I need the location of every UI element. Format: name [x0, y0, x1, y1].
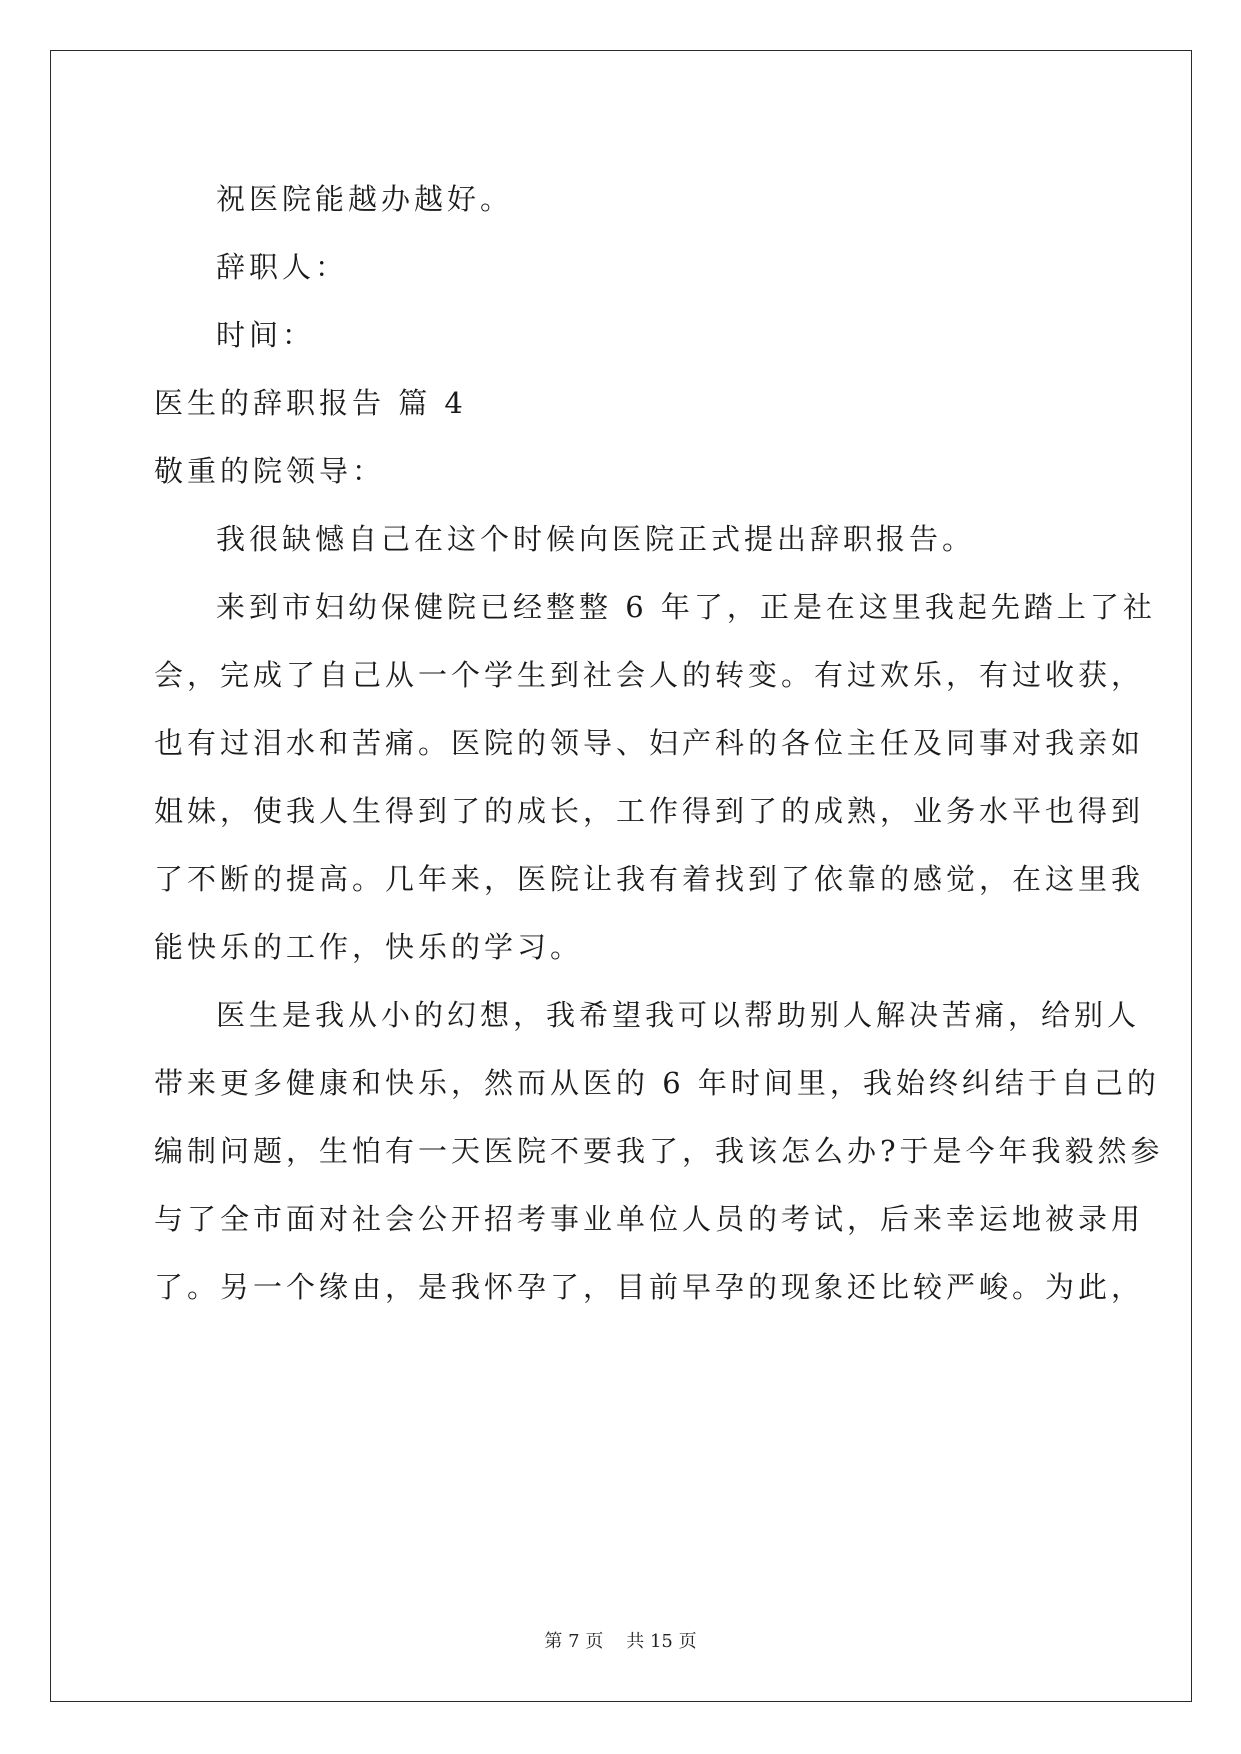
paragraph-line: 与了全市面对社会公开招考事业单位人员的考试，后来幸运地被录用 — [154, 1202, 1145, 1236]
document-body — [154, 165, 1164, 1321]
paragraph-line: 能快乐的工作，快乐的学习。 — [154, 930, 584, 964]
page-footer — [0, 1627, 1241, 1653]
signature-label: 辞职人： — [216, 250, 349, 284]
section-title: 医生的辞职报告 篇 4 — [154, 386, 467, 420]
page-number: 第 7 页 — [544, 1631, 604, 1652]
date-label: 时间： — [216, 318, 316, 352]
paragraph-line: 我很缺憾自己在这个时候向医院正式提出辞职报告。 — [216, 522, 976, 556]
paragraph-line: 祝医院能越办越好。 — [216, 182, 514, 216]
paragraph-line: 也有过泪水和苦痛。医院的领导、妇产科的各位主任及同事对我亲如 — [154, 726, 1145, 760]
paragraph-line: 编制问题，生怕有一天医院不要我了，我该怎么办?于是今年我毅然参 — [154, 1134, 1164, 1168]
paragraph-line: 带来更多健康和快乐，然而从医的 6 年时间里，我始终纠结于自己的 — [154, 1066, 1160, 1100]
paragraph-line: 了。另一个缘由，是我怀孕了，目前早孕的现象还比较严峻。为此， — [154, 1270, 1145, 1304]
paragraph-line: 姐妹，使我人生得到了的成长，工作得到了的成熟，业务水平也得到 — [154, 794, 1145, 828]
page-total: 共 15 页 — [626, 1631, 697, 1652]
paragraph-line: 了不断的提高。几年来，医院让我有着找到了依靠的感觉，在这里我 — [154, 862, 1145, 896]
salutation: 敬重的院领导： — [154, 454, 386, 488]
paragraph-line: 会，完成了自己从一个学生到社会人的转变。有过欢乐，有过收获， — [154, 658, 1145, 692]
paragraph-line: 来到市妇幼保健院已经整整 6 年了，正是在这里我起先踏上了社 — [216, 590, 1156, 624]
paragraph-line: 医生是我从小的幻想，我希望我可以帮助别人解决苦痛，给别人 — [216, 998, 1141, 1032]
